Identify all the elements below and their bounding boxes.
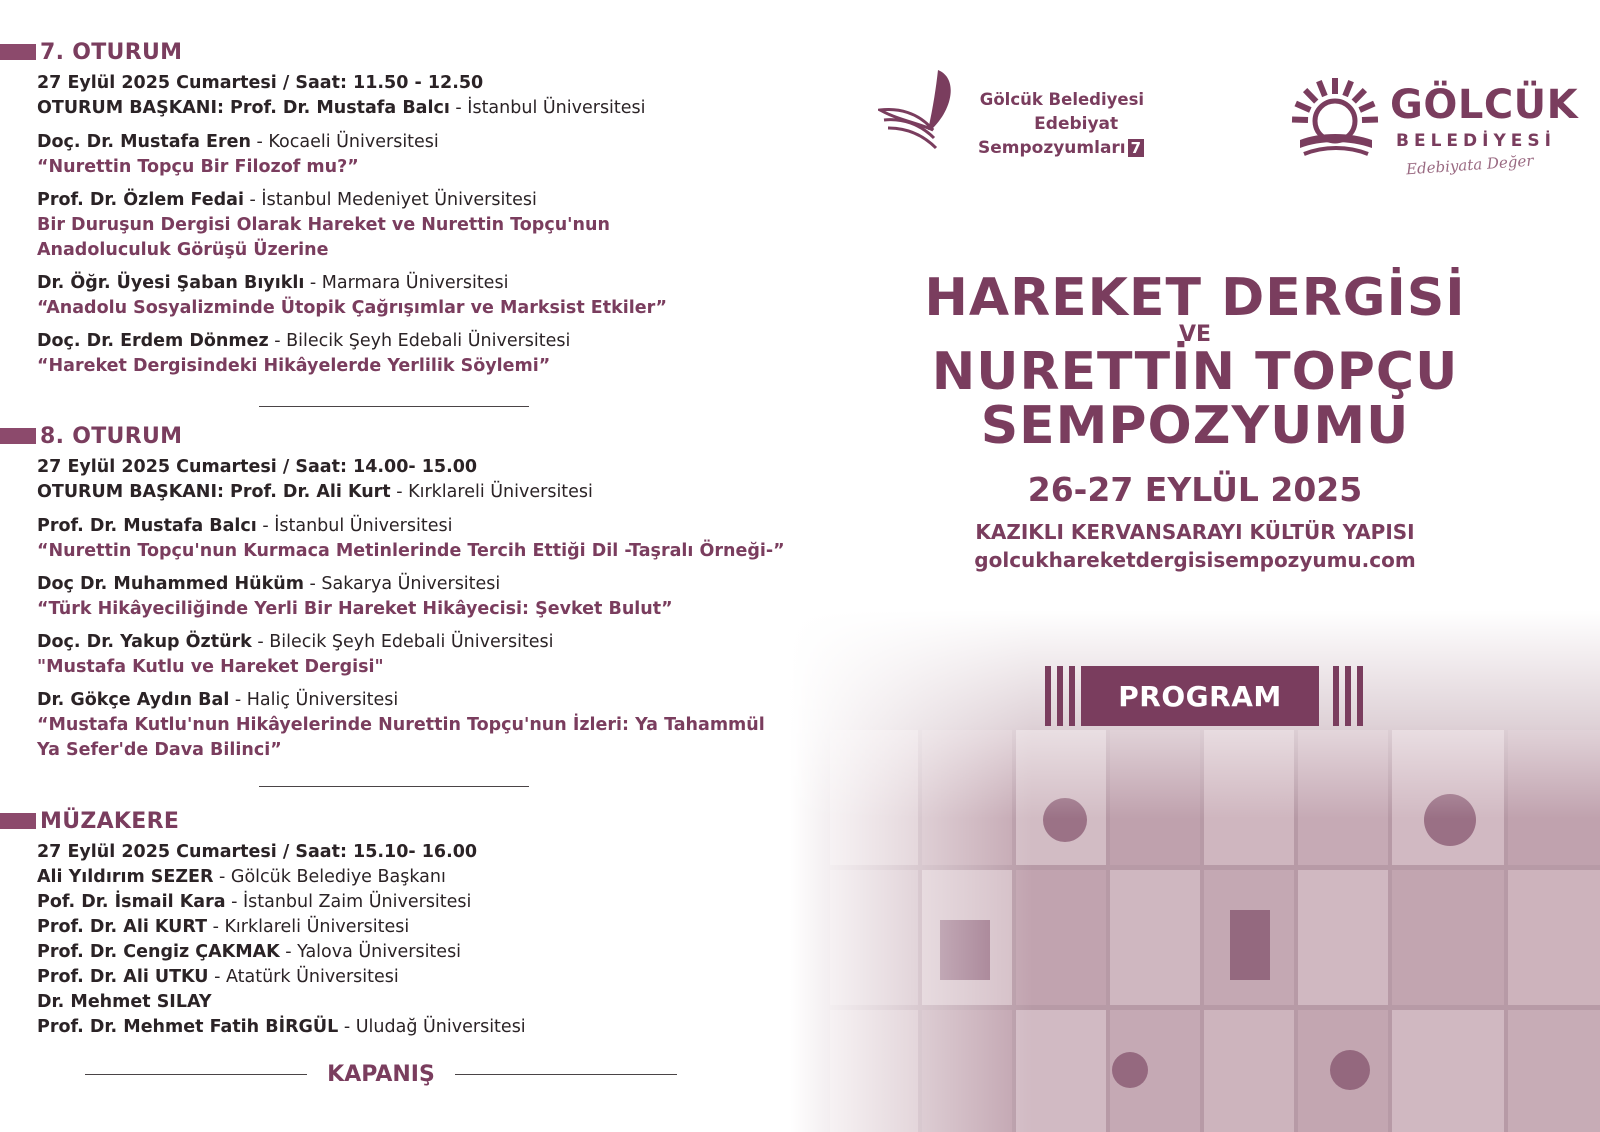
program-banner xyxy=(1045,666,1363,726)
heading-bar xyxy=(0,428,36,444)
closing-rule-left xyxy=(85,1074,307,1075)
speaker-name: Doç. Dr. Mustafa Eren xyxy=(37,132,251,152)
session-8-title: 8. OTURUM xyxy=(40,423,183,449)
speaker-item xyxy=(37,514,787,564)
heading-bar xyxy=(0,44,36,60)
muzakere-datetime: 27 Eylül 2025 Cumartesi / Saat: 15.10- 16.00 xyxy=(37,842,478,862)
speaker-name: Prof. Dr. Özlem Fedai xyxy=(37,190,244,210)
speaker-name: Doç Dr. Muhammed Hüküm xyxy=(37,574,304,594)
section-divider xyxy=(259,786,529,787)
participant-item: Prof. Dr. Mehmet Fatih BİRGÜL - Uludağ Üniversitesi xyxy=(37,1017,526,1037)
symposium-logo-line1: Gölcük Belediyesi xyxy=(979,90,1145,109)
participant-item: Prof. Dr. Ali KURT - Kırklareli Üniversitesi xyxy=(37,917,410,937)
participant-item: Dr. Mehmet SILAY xyxy=(37,992,212,1012)
session-8-chair: OTURUM BAŞKANI: Prof. Dr. Ali Kurt - Kırklareli Üniversitesi xyxy=(37,482,593,502)
paper-title: “Mustafa Kutlu'nun Hikâyelerinde Nurettin Topçu'nun İzleri: Ya Tahammül Ya Sefer'de Dava Bilinci” xyxy=(37,715,765,760)
event-title-line1: HAREKET DERGİSİ xyxy=(924,268,1466,328)
symposium-logo-line2: Edebiyat xyxy=(1034,114,1119,134)
municipality-slogan: Edebiyata Değer xyxy=(1405,151,1535,179)
session-8-speakers xyxy=(37,514,787,763)
speaker-affiliation: - Haliç Üniversitesi xyxy=(229,690,399,710)
session-7-datetime: 27 Eylül 2025 Cumartesi / Saat: 11.50 - 12.50 xyxy=(37,73,484,93)
paper-title: “Anadolu Sosyalizminde Ütopik Çağrışımlar ve Marksist Etkiler” xyxy=(37,298,668,318)
muzakere-title: MÜZAKERE xyxy=(40,808,180,834)
paper-title: "Mustafa Kutlu ve Hareket Dergisi" xyxy=(37,657,384,677)
participant-item: Pof. Dr. İsmail Kara - İstanbul Zaim Üniversitesi xyxy=(37,892,472,912)
paper-title: Bir Duruşun Dergisi Olarak Hareket ve Nurettin Topçu'nun Anadoluculuk Görüşü Üzerine xyxy=(37,215,610,260)
section-divider xyxy=(259,406,529,407)
program-label: PROGRAM xyxy=(1081,666,1319,726)
speaker-item xyxy=(37,271,787,321)
closing-rule-right xyxy=(455,1074,677,1075)
banner-stripe xyxy=(1069,666,1075,726)
speaker-affiliation: - Marmara Üniversitesi xyxy=(304,273,509,293)
speaker-name: Doç. Dr. Erdem Dönmez xyxy=(37,331,269,351)
speaker-name: Doç. Dr. Yakup Öztürk xyxy=(37,632,252,652)
speaker-item xyxy=(37,572,787,622)
symposium-logo-text xyxy=(978,88,1144,160)
session-7-heading xyxy=(0,39,182,65)
paper-title: “Nurettin Topçu'nun Kurmaca Metinlerinde Tercih Ettiği Dil -Taşralı Örneği-” xyxy=(37,541,785,561)
paper-title: “Türk Hikâyeciliğinde Yerli Bir Hareket Hikâyecisi: Şevket Bulut” xyxy=(37,599,673,619)
program-column xyxy=(0,0,790,1132)
speaker-item xyxy=(37,688,787,763)
session-8-datetime: 27 Eylül 2025 Cumartesi / Saat: 14.00- 15.00 xyxy=(37,457,478,477)
speaker-affiliation: - İstanbul Üniversitesi xyxy=(256,516,453,536)
muzakere-heading xyxy=(0,808,179,834)
speaker-affiliation: - İstanbul Medeniyet Üniversitesi xyxy=(243,190,537,210)
symposium-logo-line3: Sempozyumları 7 xyxy=(978,136,1144,160)
session-8-block xyxy=(37,455,787,763)
speaker-name: Prof. Dr. Mustafa Balcı xyxy=(37,516,257,536)
speaker-affiliation: - Kocaeli Üniversitesi xyxy=(250,132,439,152)
banner-stripe xyxy=(1045,666,1051,726)
speaker-item xyxy=(37,188,787,263)
event-website: golcukhareketdergisisempozyumu.com xyxy=(974,548,1416,572)
participant-item: Prof. Dr. Ali UTKU - Atatürk Üniversitesi xyxy=(37,967,399,987)
speaker-name: Dr. Gökçe Aydın Bal xyxy=(37,690,230,710)
session-7-block xyxy=(37,71,787,379)
banner-stripe xyxy=(1357,666,1363,726)
paper-title: “Hareket Dergisindeki Hikâyelerde Yerlilik Söylemi” xyxy=(37,356,551,376)
speaker-affiliation: - Sakarya Üniversitesi xyxy=(303,574,501,594)
municipality-name: GÖLCÜK xyxy=(1390,82,1579,128)
symposium-logo xyxy=(890,68,1150,168)
municipality-logo xyxy=(1290,76,1579,196)
session-7-speakers xyxy=(37,130,787,379)
banner-stripe xyxy=(1345,666,1351,726)
event-date: 26-27 EYLÜL 2025 xyxy=(1027,470,1363,509)
speaker-item xyxy=(37,630,787,680)
event-title-ve: VE xyxy=(1178,322,1212,347)
banner-stripe xyxy=(1333,666,1339,726)
speaker-name: Dr. Öğr. Üyesi Şaban Bıyıklı xyxy=(37,273,305,293)
sun-emblem-icon xyxy=(1290,76,1380,166)
session-8-heading xyxy=(0,423,182,449)
participant-item: Ali Yıldırım SEZER - Gölcük Belediye Başkanı xyxy=(37,867,446,887)
speaker-item xyxy=(37,130,787,180)
closing-heading xyxy=(85,1062,677,1086)
event-venue: KAZIKLI KERVANSARAYI KÜLTÜR YAPISI xyxy=(975,520,1415,544)
session-7-title: 7. OTURUM xyxy=(40,39,183,65)
muzakere-block xyxy=(37,840,787,1040)
heading-bar xyxy=(0,813,36,829)
participant-item: Prof. Dr. Cengiz ÇAKMAK - Yalova Üniversitesi xyxy=(37,942,462,962)
speaker-affiliation: - Bilecik Şeyh Edebali Üniversitesi xyxy=(268,331,571,351)
closing-title: KAPANIŞ xyxy=(327,1061,435,1087)
banner-stripe xyxy=(1057,666,1063,726)
paper-title: “Nurettin Topçu Bir Filozof mu?” xyxy=(37,157,359,177)
session-7-chair: OTURUM BAŞKANI: Prof. Dr. Mustafa Balcı - İstanbul Üniversitesi xyxy=(37,98,646,118)
event-title-line2: NURETTİN TOPÇU xyxy=(931,342,1459,402)
cover-panel xyxy=(790,0,1600,1132)
event-title-line3: SEMPOZYUMU xyxy=(980,396,1410,456)
speaker-item xyxy=(37,329,787,379)
symposium-number-badge: 7 xyxy=(1128,139,1144,157)
speaker-affiliation: - Bilecik Şeyh Edebali Üniversitesi xyxy=(251,632,554,652)
municipality-subtitle: BELEDİYESİ xyxy=(1396,131,1556,151)
feather-book-icon xyxy=(878,68,978,168)
